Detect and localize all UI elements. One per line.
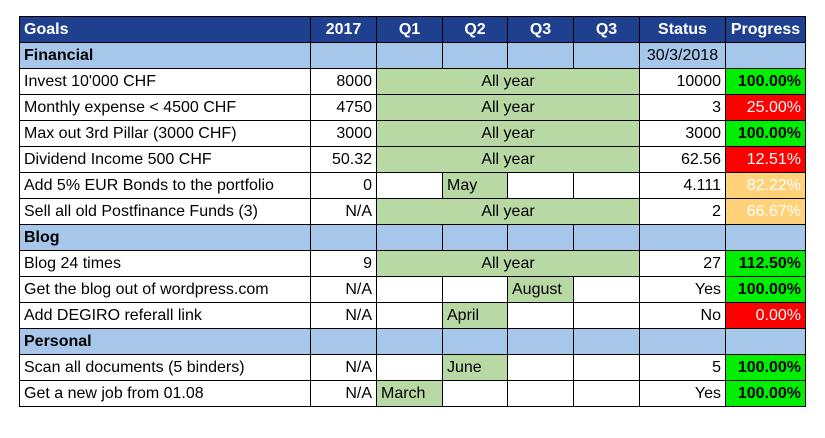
cell[interactable]: [377, 303, 443, 329]
period-cell[interactable]: March: [377, 381, 443, 407]
goal-cell[interactable]: Sell all old Postfinance Funds (3): [20, 199, 311, 225]
goal-cell[interactable]: Scan all documents (5 binders): [20, 355, 311, 381]
period-cell[interactable]: All year: [377, 147, 640, 173]
cell[interactable]: [377, 225, 443, 251]
cell[interactable]: [443, 381, 508, 407]
cell[interactable]: [574, 355, 640, 381]
goal-cell[interactable]: Dividend Income 500 CHF: [20, 147, 311, 173]
year-2017-cell[interactable]: 4750: [311, 95, 377, 121]
cell[interactable]: [508, 303, 574, 329]
header-q3-second[interactable]: Q3: [574, 17, 640, 43]
status-cell[interactable]: 2: [640, 199, 726, 225]
cell[interactable]: [443, 329, 508, 355]
progress-cell[interactable]: 100.00%: [726, 381, 806, 407]
cell[interactable]: [574, 173, 640, 199]
cell[interactable]: [443, 43, 508, 69]
cell[interactable]: [377, 173, 443, 199]
section-label[interactable]: Financial: [20, 43, 311, 69]
header-progress[interactable]: Progress: [726, 17, 806, 43]
table-row: [20, 69, 806, 95]
table-row: [20, 277, 806, 303]
status-cell[interactable]: No: [640, 303, 726, 329]
period-cell[interactable]: May: [443, 173, 508, 199]
cell[interactable]: [508, 43, 574, 69]
period-cell[interactable]: All year: [377, 69, 640, 95]
cell[interactable]: [508, 173, 574, 199]
cell[interactable]: [377, 43, 443, 69]
section-label[interactable]: Blog: [20, 225, 311, 251]
table-row: [20, 173, 806, 199]
year-2017-cell[interactable]: N/A: [311, 303, 377, 329]
cell[interactable]: [574, 43, 640, 69]
cell[interactable]: [574, 381, 640, 407]
goal-cell[interactable]: Max out 3rd Pillar (3000 CHF): [20, 121, 311, 147]
status-cell[interactable]: 10000: [640, 69, 726, 95]
cell[interactable]: [640, 225, 726, 251]
cell[interactable]: [311, 43, 377, 69]
status-cell[interactable]: 3: [640, 95, 726, 121]
cell[interactable]: [508, 225, 574, 251]
goal-cell[interactable]: Add DEGIRO referall link: [20, 303, 311, 329]
status-cell[interactable]: 62.56: [640, 147, 726, 173]
cell[interactable]: [726, 43, 806, 69]
cell[interactable]: [443, 225, 508, 251]
cell[interactable]: [377, 329, 443, 355]
status-cell[interactable]: Yes: [640, 277, 726, 303]
header-q1[interactable]: Q1: [377, 17, 443, 43]
cell[interactable]: [508, 355, 574, 381]
year-2017-cell[interactable]: N/A: [311, 277, 377, 303]
status-cell[interactable]: 27: [640, 251, 726, 277]
cell[interactable]: [726, 329, 806, 355]
progress-cell[interactable]: 100.00%: [726, 69, 806, 95]
year-2017-cell[interactable]: 0: [311, 173, 377, 199]
cell[interactable]: [574, 277, 640, 303]
header-row: [20, 17, 806, 43]
cell[interactable]: [574, 303, 640, 329]
table-row: [20, 303, 806, 329]
goal-cell[interactable]: Blog 24 times: [20, 251, 311, 277]
goal-cell[interactable]: Get the blog out of wordpress.com: [20, 277, 311, 303]
year-2017-cell[interactable]: N/A: [311, 199, 377, 225]
section-label[interactable]: Personal: [20, 329, 311, 355]
cell[interactable]: [574, 329, 640, 355]
cell[interactable]: [377, 277, 443, 303]
header-q3[interactable]: Q3: [508, 17, 574, 43]
table-row: [20, 147, 806, 173]
progress-cell[interactable]: 0.00%: [726, 303, 806, 329]
year-2017-cell[interactable]: 3000: [311, 121, 377, 147]
period-cell[interactable]: August: [508, 277, 574, 303]
year-2017-cell[interactable]: 8000: [311, 69, 377, 95]
cell[interactable]: [443, 277, 508, 303]
status-cell[interactable]: 3000: [640, 121, 726, 147]
goal-cell[interactable]: Invest 10'000 CHF: [20, 69, 311, 95]
progress-cell[interactable]: 25.00%: [726, 95, 806, 121]
section-row-blog: [20, 225, 806, 251]
cell[interactable]: [377, 355, 443, 381]
progress-cell[interactable]: 100.00%: [726, 121, 806, 147]
status-cell[interactable]: 5: [640, 355, 726, 381]
header-q2[interactable]: Q2: [443, 17, 508, 43]
header-2017[interactable]: 2017: [311, 17, 377, 43]
header-status[interactable]: Status: [640, 17, 726, 43]
goal-cell[interactable]: Monthly expense < 4500 CHF: [20, 95, 311, 121]
cell[interactable]: [311, 329, 377, 355]
period-cell[interactable]: All year: [377, 95, 640, 121]
cell[interactable]: [508, 381, 574, 407]
period-cell[interactable]: June: [443, 355, 508, 381]
header-goals[interactable]: Goals: [20, 17, 311, 43]
table-row: [20, 251, 806, 277]
section-date[interactable]: 30/3/2018: [640, 43, 726, 69]
year-2017-cell[interactable]: N/A: [311, 355, 377, 381]
progress-cell[interactable]: 112.50%: [726, 251, 806, 277]
progress-cell[interactable]: 66.67%: [726, 199, 806, 225]
section-row-personal: [20, 329, 806, 355]
progress-cell[interactable]: 100.00%: [726, 277, 806, 303]
table-row: [20, 121, 806, 147]
table-row: [20, 199, 806, 225]
period-cell[interactable]: All year: [377, 199, 640, 225]
period-cell[interactable]: All year: [377, 121, 640, 147]
table-row: [20, 381, 806, 407]
progress-cell[interactable]: 100.00%: [726, 355, 806, 381]
status-cell[interactable]: Yes: [640, 381, 726, 407]
goal-cell[interactable]: Add 5% EUR Bonds to the portfolio: [20, 173, 311, 199]
year-2017-cell[interactable]: 50.32: [311, 147, 377, 173]
period-cell[interactable]: April: [443, 303, 508, 329]
progress-cell[interactable]: 12.51%: [726, 147, 806, 173]
year-2017-cell[interactable]: 9: [311, 251, 377, 277]
section-row-financial: [20, 43, 806, 69]
year-2017-cell[interactable]: N/A: [311, 381, 377, 407]
cell[interactable]: [574, 225, 640, 251]
cell[interactable]: [508, 329, 574, 355]
cell[interactable]: [311, 225, 377, 251]
cell[interactable]: [726, 225, 806, 251]
progress-cell[interactable]: 82.22%: [726, 173, 806, 199]
goals-table: [19, 16, 806, 407]
period-cell[interactable]: All year: [377, 251, 640, 277]
table-row: [20, 355, 806, 381]
status-cell[interactable]: 4.111: [640, 173, 726, 199]
cell[interactable]: [640, 329, 726, 355]
goal-cell[interactable]: Get a new job from 01.08: [20, 381, 311, 407]
table-row: [20, 95, 806, 121]
